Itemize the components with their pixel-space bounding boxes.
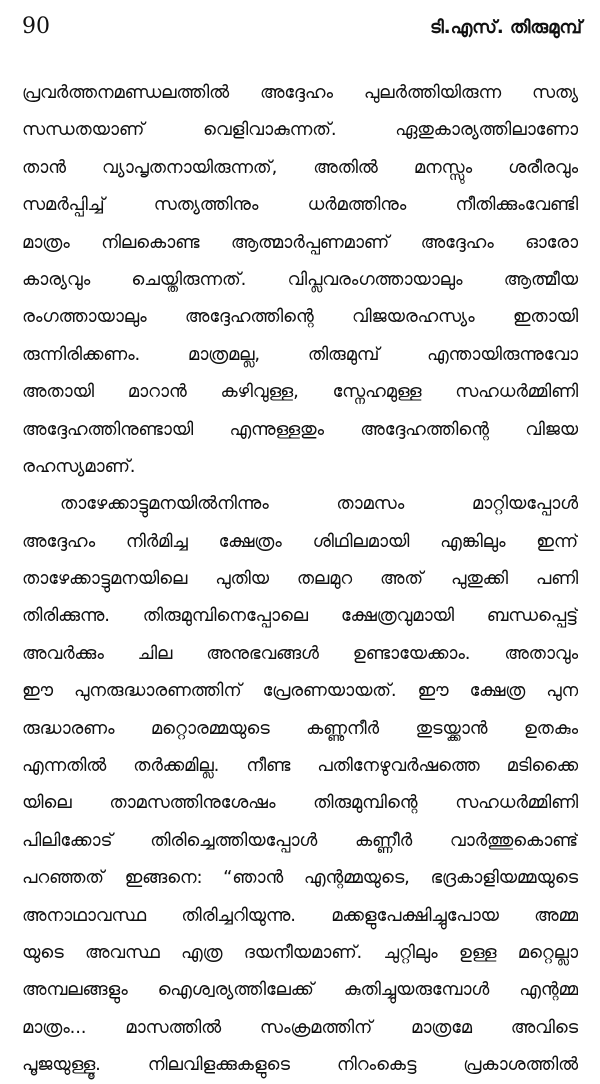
text-line: അമ്പലങ്ങളും ഐശ്വര്യത്തിലേക്ക് കുതിച്ചുയരുമ്പോൾ എന്റമ്മ — [22, 979, 578, 1001]
text-line: താഴേക്കാട്ടുമനയിലെ പുതിയ തലമുറ അത് പുതുക്കി പണി — [22, 568, 578, 590]
text-line: അനാഥാവസ്ഥ തിരിച്ചറിയുന്നു. മക്കളുപേക്ഷിച്ചുപോയ അമ്മ — [22, 904, 578, 926]
text-line: രുന്നിരിക്കണം. മാത്രമല്ല, തിരുമുമ്പ് എന്തായിരുന്നുവോ — [22, 343, 578, 365]
text-line: രുദ്ധാരണം മറ്റൊരമ്മയുടെ കണ്ണുനീർ തുടയ്ക്കാൻ ഉതകും — [22, 717, 578, 739]
text-line: പിലിക്കോട് തിരിച്ചെത്തിയപ്പോൾ കണ്ണീർ വാർത്തുകൊണ്ട് — [22, 829, 578, 851]
page-header — [22, 14, 582, 48]
text-line: പ്രവർത്തനമണ്ഡലത്തിൽ അദ്ദേഹം പുലർത്തിയിരുന്ന സത്യ — [22, 82, 578, 103]
text-line: പറഞ്ഞത് ഇങ്ങനെ: “ഞാൻ എന്റമ്മയുടെ, ഭദ്രകാളിയമ്മയുടെ — [22, 867, 578, 889]
text-line: കാര്യവും ചെയ്തിരുന്നത്. വിപ്ലവരംഗത്തായാലും ആത്മീയ — [22, 268, 578, 290]
text-line: താൻ വ്യാപൃതനായിരുന്നത്, അതിൽ മനസ്സും ശരീരവും — [22, 156, 578, 178]
text-line: പൂജയുള്ളൂ. നിലവിളക്കുകളുടെ നിറംകെട്ട പ്രകാശത്തിൽ — [22, 1054, 578, 1076]
running-head: ടി.എസ്. തിരുമുമ്പ് — [429, 17, 582, 38]
text-line: മാത്രം നിലകൊണ്ട ആത്മാർപ്പണമാണ് അദ്ദേഹം ഓരോ — [22, 231, 578, 253]
text-line: രംഗത്തായാലും അദ്ദേഹത്തിന്റെ വിജയരഹസ്യം ഇതായി — [22, 306, 578, 328]
text-line: രഹസ്യമാണ്. — [22, 455, 136, 477]
text-line: യുടെ അവസ്ഥ എത്ര ദയനീയമാണ്. ചുറ്റിലും ഉള്ള മറ്റെല്ലാ — [22, 941, 578, 963]
text-line: അവർക്കും ചില അനുഭവങ്ങൾ ഉണ്ടായേക്കാം. അതാവും — [22, 642, 578, 664]
text-line: അതായി മാറാൻ കഴിവുള്ള, സ്നേഹമുള്ള സഹധർമ്മിണി — [22, 381, 578, 403]
text-line: സന്ധതയാണ് വെളിവാകുന്നത്. ഏതുകാര്യത്തിലാണോ — [22, 119, 578, 141]
text-line: അദ്ദേഹത്തിനുണ്ടായി എന്നുള്ളതും അദ്ദേഹത്തിന്റെ വിജയ — [22, 418, 578, 440]
text-line: മാത്രം... മാസത്തിൽ സംക്രമത്തിന് മാത്രമേ അവിടെ — [22, 1016, 578, 1038]
text-line: സമർപ്പിച്ച് സത്യത്തിനും ധർമത്തിനും നീതിക്കുംവേണ്ടി — [22, 194, 578, 216]
text-line: എന്നതിൽ തർക്കമില്ല. നീണ്ട പതിനേഴുവർഷത്തെ മടിക്കൈ — [22, 755, 578, 777]
text-line: തിരിക്കുന്നു. തിരുമുമ്പിനെപ്പോലെ ക്ഷേത്രവുമായി ബന്ധപ്പെട്ട് — [22, 605, 578, 627]
page-number: 90 — [22, 14, 50, 39]
text-line: താഴേക്കാട്ടുമനയിൽനിന്നും താമസം മാറ്റിയപ്പോൾ — [60, 493, 578, 515]
text-line: ഈ പുനരുദ്ധാരണത്തിന് പ്രേരണയായത്. ഈ ക്ഷേത്ര പുന — [22, 680, 578, 702]
paragraph-2 — [22, 485, 578, 1083]
text-line: അദ്ദേഹം നിർമിച്ച ക്ഷേത്രം ശിഥിലമായി എങ്കിലും ഇന്ന് — [22, 530, 578, 552]
body-text — [22, 74, 578, 1084]
text-line: യിലെ താമസത്തിനുശേഷം തിരുമുമ്പിന്റെ സഹധർമ്മിണി — [22, 792, 578, 814]
paragraph-1 — [22, 74, 578, 485]
